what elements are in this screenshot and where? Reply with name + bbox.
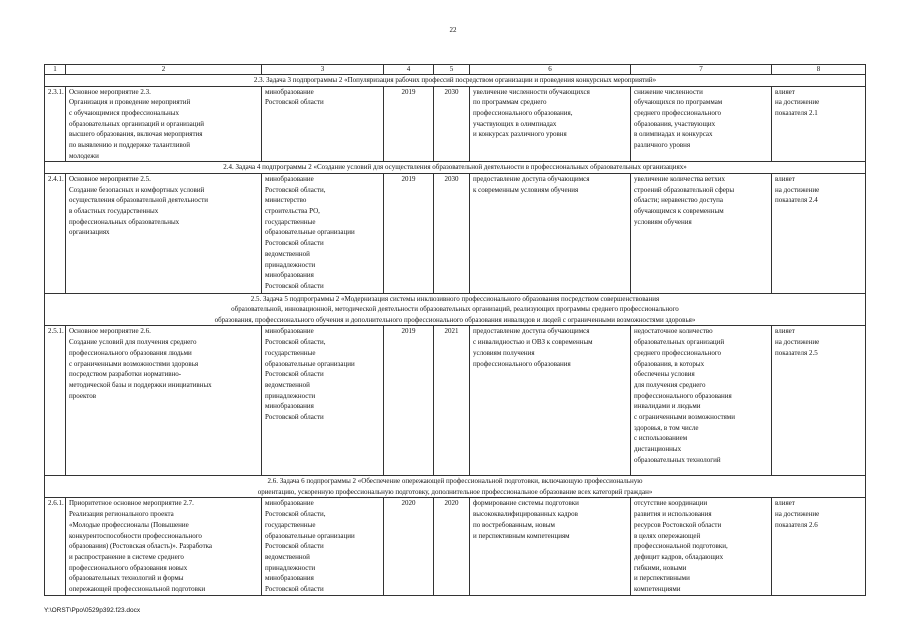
page-number: 22 bbox=[449, 26, 457, 34]
activity-number: 2.4.1. bbox=[45, 173, 66, 293]
table-row bbox=[45, 326, 866, 476]
end-year: 2030 bbox=[434, 173, 470, 293]
column-number: 5 bbox=[434, 65, 470, 75]
table-row bbox=[45, 498, 866, 595]
section-heading-row bbox=[45, 293, 866, 326]
expected-result: увеличение численности обучающихся по программам среднего профессионального образования, участвующих в олимпиадах и конкурсах различного уровня bbox=[470, 86, 631, 162]
indicator-link: влияет на достижение показателя 2.6 bbox=[772, 498, 866, 595]
end-year: 2021 bbox=[434, 326, 470, 476]
activity-executor: минобразование Ростовской области bbox=[262, 86, 384, 162]
activity-executor: минобразование Ростовской области, государственные образовательные организации Ростовской области ведомственной принадлежности минобразования Ростовской области bbox=[262, 326, 384, 476]
indicator-link: влияет на достижение показателя 2.5 bbox=[772, 326, 866, 476]
non-implementation-consequences: увеличение количества ветхих строений образовательной сферы области; неравенство доступа обучающимся к современным условиям обучения bbox=[631, 173, 772, 293]
start-year: 2019 bbox=[384, 86, 434, 162]
activity-name: Основное мероприятие 2.6. Создание условий для получения среднего профессионального образования людьми с ограниченными возможностями здоровья посредством разработки нормативно- методической базы и поддержки инициативных проектов bbox=[66, 326, 262, 476]
start-year: 2020 bbox=[384, 498, 434, 595]
activity-number: 2.6.1. bbox=[45, 498, 66, 595]
section-heading-row bbox=[45, 476, 866, 498]
activity-executor: минобразование Ростовской области, государственные образовательные организации Ростовской области ведомственной принадлежности минобразования Ростовской области bbox=[262, 498, 384, 595]
activity-name: Основное мероприятие 2.5. Создание безопасных и комфортных условий осуществления образовательной деятельности в областных государственных профессиональных образовательных организациях bbox=[66, 173, 262, 293]
expected-result: предоставление доступа обучающимся к современным условиям обучения bbox=[470, 173, 631, 293]
start-year: 2019 bbox=[384, 173, 434, 293]
activity-name: Основное мероприятие 2.3. Организация и проведение мероприятий с обучающимися профессиональных образовательных организаций и организаций высшего образования, включая мероприятия по выявлению и поддержке талантливой молодежи bbox=[66, 86, 262, 162]
section-title: 2.6. Задача 6 подпрограммы 2 «Обеспечение опережающей профессиональной подготовки, включающую профессиональную ориентацию, ускоренную профессиональную подготовку, дополнительное профессиональное образование всех категорий граждан» bbox=[45, 476, 866, 498]
end-year: 2030 bbox=[434, 86, 470, 162]
expected-result: предоставление доступа обучающимся с инвалидностью и ОВЗ к современным условиям получения профессионального образования bbox=[470, 326, 631, 476]
file-path-footer: Y:\ORST\Ppo\0529p392.f23.docx bbox=[44, 607, 141, 614]
column-number: 3 bbox=[262, 65, 384, 75]
section-heading-row bbox=[45, 75, 866, 87]
column-number: 1 bbox=[45, 65, 66, 75]
non-implementation-consequences: недостаточное количество образовательных организаций среднего профессионального образования, в которых обеспечены условия для получения среднего профессионального образования инвалидами и людьми с ограниченными возможностями здоровья, в том числе с использованием дистанционных образовательных технологий bbox=[631, 326, 772, 476]
end-year: 2020 bbox=[434, 498, 470, 595]
non-implementation-consequences: снижение численности обучающихся по программам среднего профессионального образования, участвующих в олимпиадах и конкурсах различного уровня bbox=[631, 86, 772, 162]
start-year: 2019 bbox=[384, 326, 434, 476]
expected-result: формирование системы подготовки высококвалифицированных кадров по востребованным, новым и перспективным компетенциям bbox=[470, 498, 631, 595]
table-row bbox=[45, 86, 866, 162]
indicator-link: влияет на достижение показателя 2.1 bbox=[772, 86, 866, 162]
activity-name: Приоритетное основное мероприятие 2.7. Реализация регионального проекта «Молодые профессионалы (Повышение конкурентоспособности профессионального образования) (Ростовская область)». Разработка и распространение в системе среднего профессионального образования новых образовательных технологий и формы опережающей профессиональной подготовки bbox=[66, 498, 262, 595]
column-number: 8 bbox=[772, 65, 866, 75]
indicator-link: влияет на достижение показателя 2.4 bbox=[772, 173, 866, 293]
section-title: 2.4. Задача 4 подпрограммы 2 «Создание условий для осуществления образовательной деятельности в профессиональных образовательных организациях» bbox=[45, 162, 866, 174]
section-title: 2.3. Задача 3 подпрограммы 2 «Популяризация рабочих профессий посредством организации и проведения конкурсных мероприятий» bbox=[45, 75, 866, 87]
program-activities-table bbox=[44, 64, 866, 596]
column-number: 2 bbox=[66, 65, 262, 75]
activity-number: 2.3.1. bbox=[45, 86, 66, 162]
activity-number: 2.5.1. bbox=[45, 326, 66, 476]
section-title: 2.5. Задача 5 подпрограммы 2 «Модернизация системы инклюзивного профессионального образования посредством совершенствования образовательной, инновационной, методической деятельности образовательных организаций, реализующих программы среднего профессионального образования, профессионального обучения и дополнительного профессионального образования инвалидов и людей с ограниченными возможностями здоровья» bbox=[45, 293, 866, 326]
section-heading-row bbox=[45, 162, 866, 174]
column-number: 7 bbox=[631, 65, 772, 75]
table-row bbox=[45, 173, 866, 293]
column-number: 6 bbox=[470, 65, 631, 75]
column-number: 4 bbox=[384, 65, 434, 75]
column-number-row bbox=[45, 65, 866, 75]
activity-executor: минобразование Ростовской области, министерство строительства РО, государственные образовательные организации Ростовской области ведомственной принадлежности минобразования Ростовской области bbox=[262, 173, 384, 293]
non-implementation-consequences: отсутствие координации развития и использования ресурсов Ростовской области в целях опережающей профессиональной подготовки, дефицит кадров, обладающих гибкими, новыми и перспективными компетенциями bbox=[631, 498, 772, 595]
